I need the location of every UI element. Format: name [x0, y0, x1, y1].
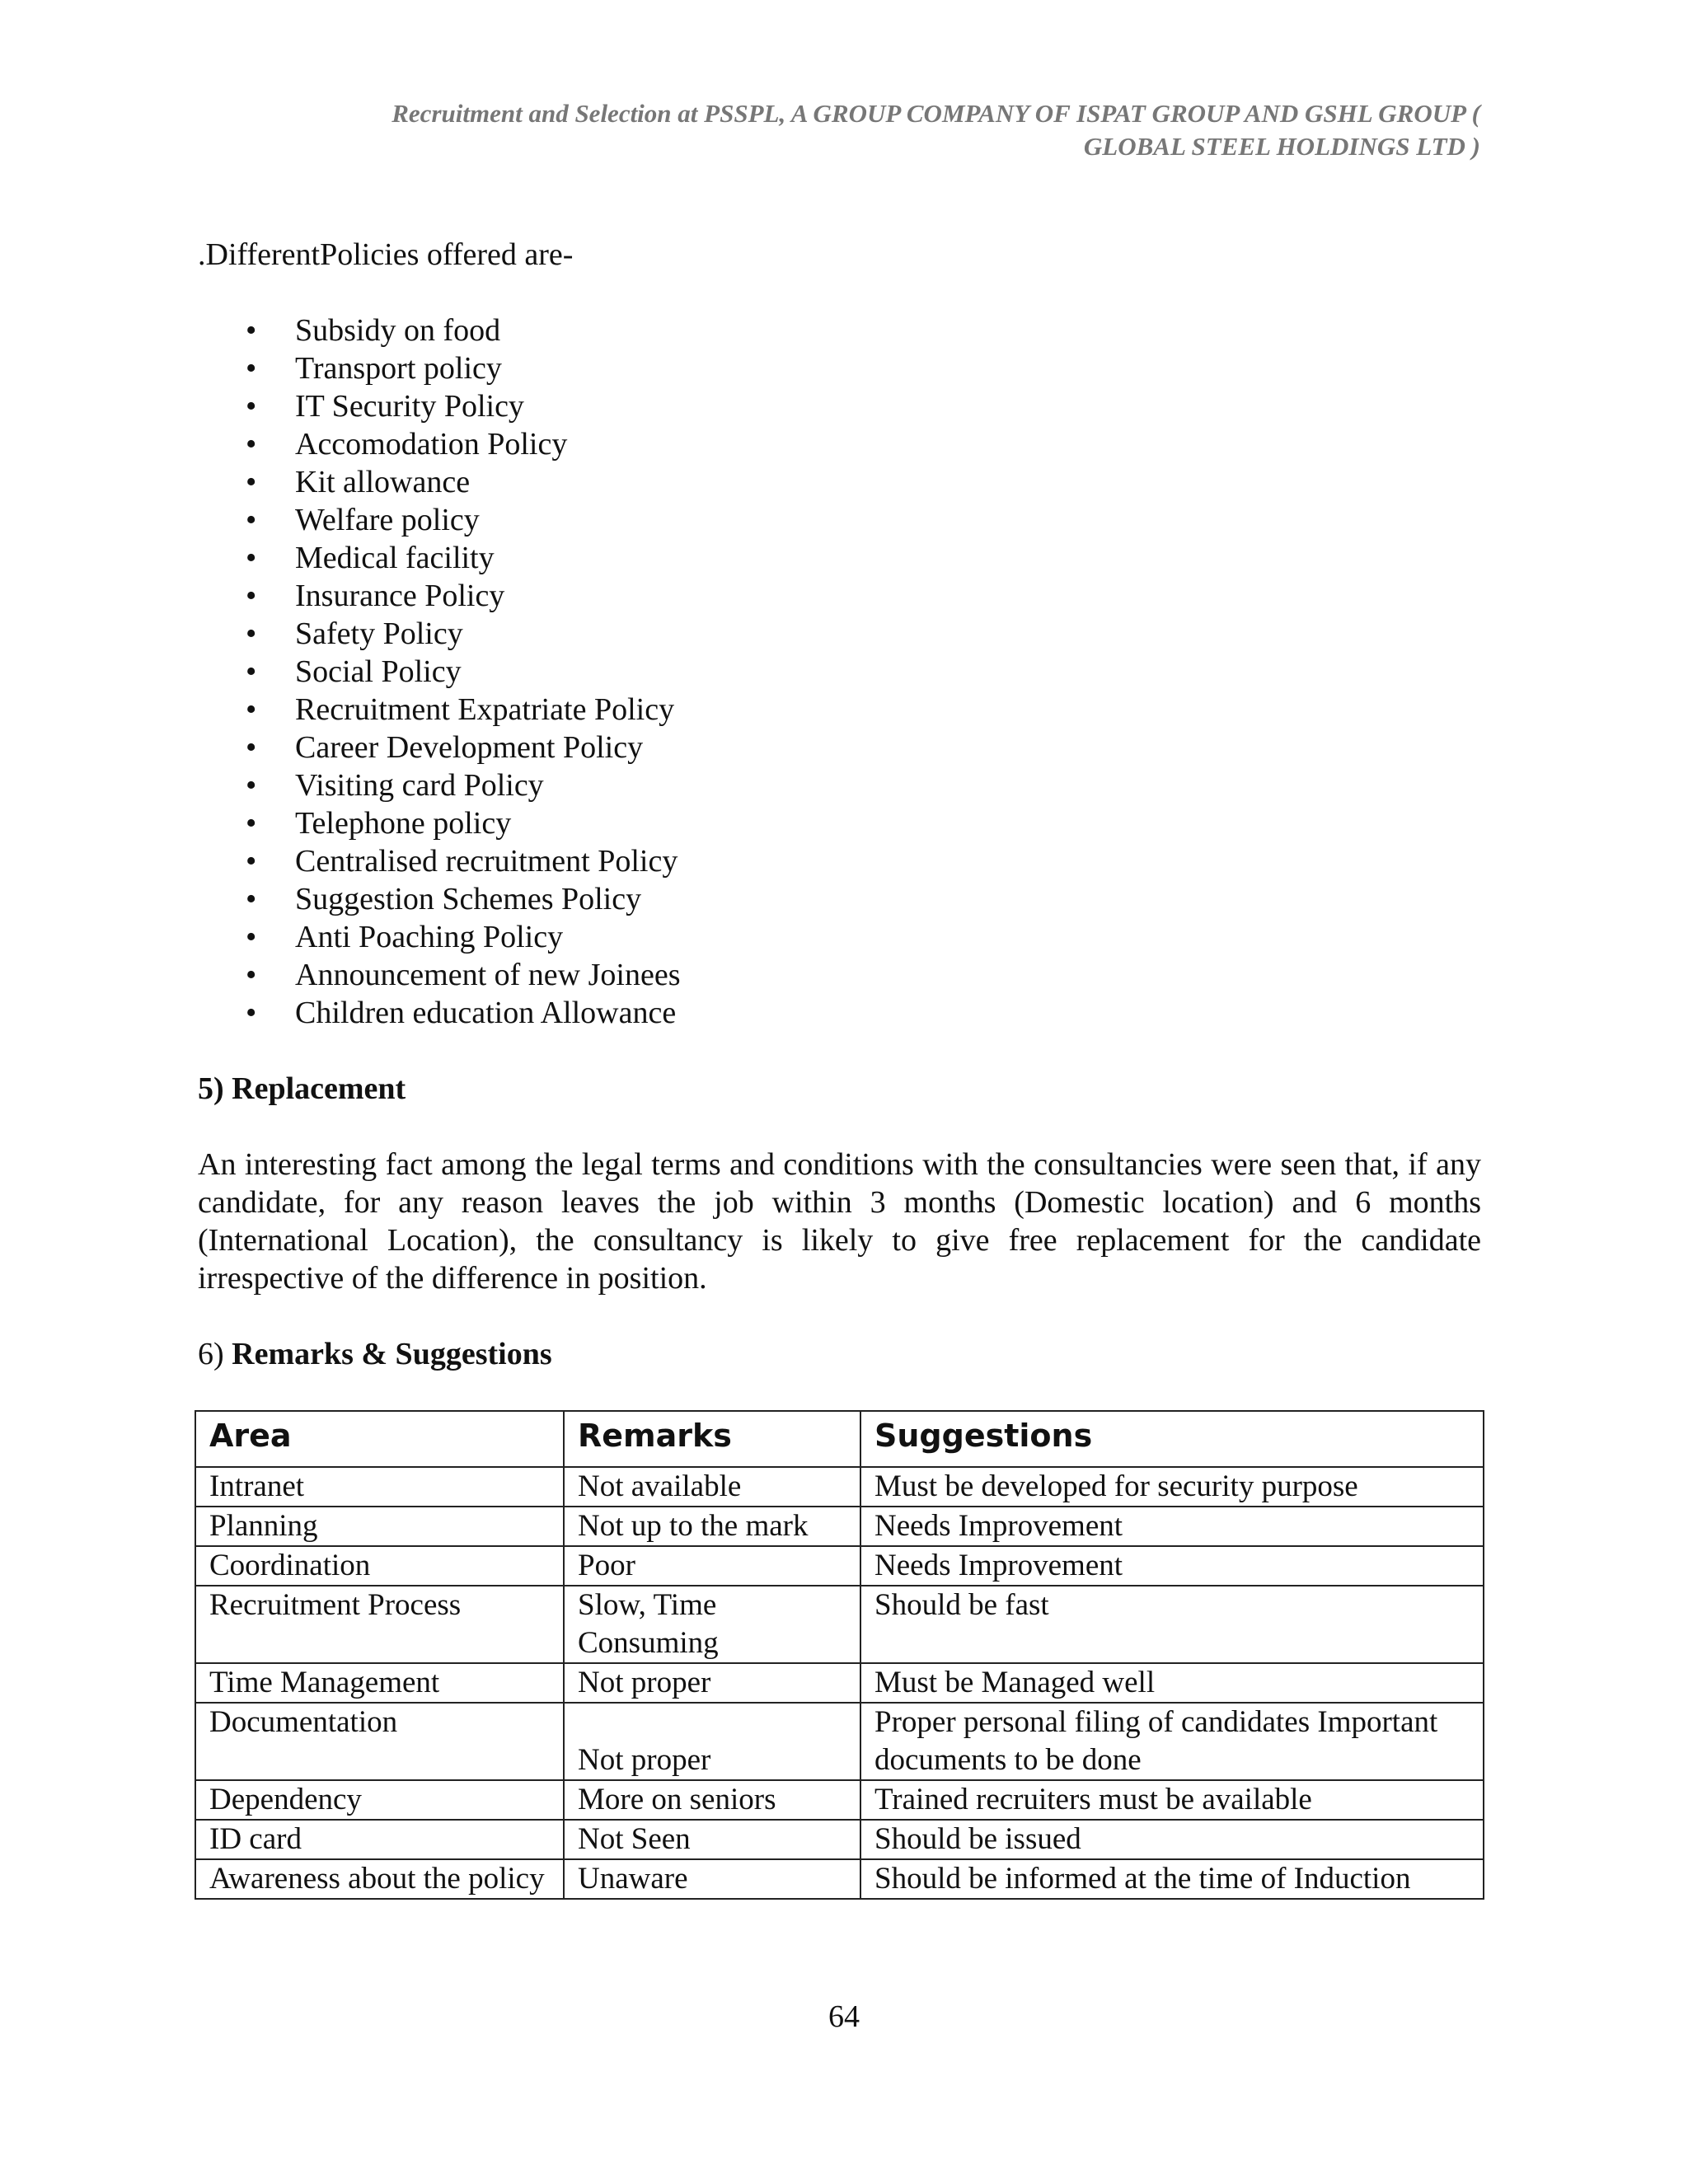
policy-item [198, 539, 681, 577]
policy-label: Subsidy on food [295, 313, 501, 348]
remarks-table [195, 1410, 1484, 1900]
policy-item [198, 956, 681, 994]
cell-remarks: Not up to the mark [564, 1507, 860, 1546]
cell-remarks: Not proper [564, 1663, 860, 1703]
policy-label: Suggestion Schemes Policy [295, 882, 642, 916]
cell-suggestions: Should be issued [860, 1820, 1484, 1859]
cell-area: Planning [195, 1507, 564, 1546]
table-row [195, 1507, 1484, 1546]
policy-label: Career Development Policy [295, 730, 644, 765]
bullet-icon: • [246, 882, 257, 916]
policy-item [198, 349, 681, 387]
policy-item [198, 387, 681, 425]
policy-list [198, 312, 681, 1032]
cell-remarks: Not Seen [564, 1820, 860, 1859]
policy-label: Accomodation Policy [295, 427, 568, 462]
column-header-remarks: Remarks [564, 1411, 860, 1467]
cell-area: Awareness about the policy [195, 1859, 564, 1899]
policy-label: Welfare policy [295, 503, 480, 537]
policy-label: Safety Policy [295, 616, 463, 651]
section-6-heading [198, 1335, 552, 1373]
policy-label: IT Security Policy [295, 389, 524, 424]
policy-label: Social Policy [295, 654, 462, 689]
cell-remarks: Not available [564, 1467, 860, 1507]
policy-item [198, 425, 681, 463]
replacement-paragraph: An interesting fact among the legal terms and conditions with the consultancies were seen that, if any candidate, for any reason leaves the job within 3 months (Domestic location) and 6 months (International Location), the consultancy is likely to give free replacement for the candidate irrespective of the difference in position. [198, 1147, 1481, 1296]
bullet-icon: • [246, 920, 257, 954]
cell-remarks: Poor [564, 1546, 860, 1586]
table-row [195, 1703, 1484, 1780]
section-6-title: Remarks & Suggestions [232, 1337, 552, 1371]
policy-item [198, 312, 681, 349]
bullet-icon: • [246, 730, 257, 765]
cell-remarks: Unaware [564, 1859, 860, 1899]
table-row [195, 1820, 1484, 1859]
running-header [198, 97, 1480, 163]
policy-item [198, 804, 681, 842]
bullet-icon: • [246, 541, 257, 575]
policy-label: Kit allowance [295, 465, 471, 499]
policy-item [198, 653, 681, 691]
cell-remarks: Slow, Time Consuming [564, 1586, 860, 1663]
policy-item [198, 994, 681, 1032]
cell-suggestions: Must be Managed well [860, 1663, 1484, 1703]
policy-item [198, 463, 681, 501]
policy-item [198, 615, 681, 653]
bullet-icon: • [246, 844, 257, 879]
policy-label: Announcement of new Joinees [295, 958, 681, 992]
policy-label: Anti Poaching Policy [295, 920, 564, 954]
bullet-icon: • [246, 692, 257, 727]
cell-area: Time Management [195, 1663, 564, 1703]
cell-area: Recruitment Process [195, 1586, 564, 1663]
page-number: 64 [828, 1999, 860, 2034]
policy-label: Telephone policy [295, 806, 512, 841]
cell-suggestions: Must be developed for security purpose [860, 1467, 1484, 1507]
table-row [195, 1663, 1484, 1703]
policy-label: Medical facility [295, 541, 495, 575]
bullet-icon: • [246, 389, 257, 424]
cell-area: Coordination [195, 1546, 564, 1586]
cell-remarks: More on seniors [564, 1780, 860, 1820]
table-header-row [195, 1411, 1484, 1467]
cell-area: Documentation [195, 1703, 564, 1780]
cell-suggestions: Trained recruiters must be available [860, 1780, 1484, 1820]
table-row [195, 1546, 1484, 1586]
cell-suggestions: Needs Improvement [860, 1507, 1484, 1546]
cell-area: Dependency [195, 1780, 564, 1820]
section-5-heading: 5) Replacement [198, 1071, 406, 1106]
policy-item [198, 577, 681, 615]
section-6-number: 6) [198, 1337, 224, 1371]
policy-item [198, 880, 681, 918]
policy-label: Children education Allowance [295, 996, 677, 1030]
bullet-icon: • [246, 806, 257, 841]
policy-label: Insurance Policy [295, 579, 505, 613]
table-row [195, 1780, 1484, 1820]
bullet-icon: • [246, 654, 257, 689]
table-row [195, 1859, 1484, 1899]
policy-label: Transport policy [295, 351, 502, 386]
bullet-icon: • [246, 768, 257, 803]
bullet-icon: • [246, 503, 257, 537]
cell-remarks: Not proper [564, 1703, 860, 1780]
cell-area: Intranet [195, 1467, 564, 1507]
column-header-area: Area [195, 1411, 564, 1467]
policy-item [198, 501, 681, 539]
cell-suggestions: Proper personal filing of candidates Important documents to be done [860, 1703, 1484, 1780]
policy-item [198, 766, 681, 804]
bullet-icon: • [246, 616, 257, 651]
column-header-suggestions: Suggestions [860, 1411, 1484, 1467]
policy-item [198, 842, 681, 880]
policy-item [198, 691, 681, 729]
bullet-icon: • [246, 579, 257, 613]
table-row [195, 1586, 1484, 1663]
cell-suggestions: Should be fast [860, 1586, 1484, 1663]
policy-label: Centralised recruitment Policy [295, 844, 678, 879]
cell-area: ID card [195, 1820, 564, 1859]
cell-suggestions: Needs Improvement [860, 1546, 1484, 1586]
bullet-icon: • [246, 465, 257, 499]
policy-item [198, 729, 681, 766]
running-header-line-2: GLOBAL STEEL HOLDINGS LTD ) [1083, 132, 1480, 161]
bullet-icon: • [246, 351, 257, 386]
bullet-icon: • [246, 427, 257, 462]
policy-label: Visiting card Policy [295, 768, 544, 803]
table-row [195, 1467, 1484, 1507]
bullet-icon: • [246, 996, 257, 1030]
policy-label: Recruitment Expatriate Policy [295, 692, 675, 727]
running-header-line-1: Recruitment and Selection at PSSPL, A GROUP COMPANY OF ISPAT GROUP AND GSHL GROUP ( [392, 99, 1480, 128]
bullet-icon: • [246, 958, 257, 992]
policies-intro: .DifferentPolicies offered are- [198, 237, 574, 272]
bullet-icon: • [246, 313, 257, 348]
policy-item [198, 918, 681, 956]
cell-suggestions: Should be informed at the time of Induction [860, 1859, 1484, 1899]
